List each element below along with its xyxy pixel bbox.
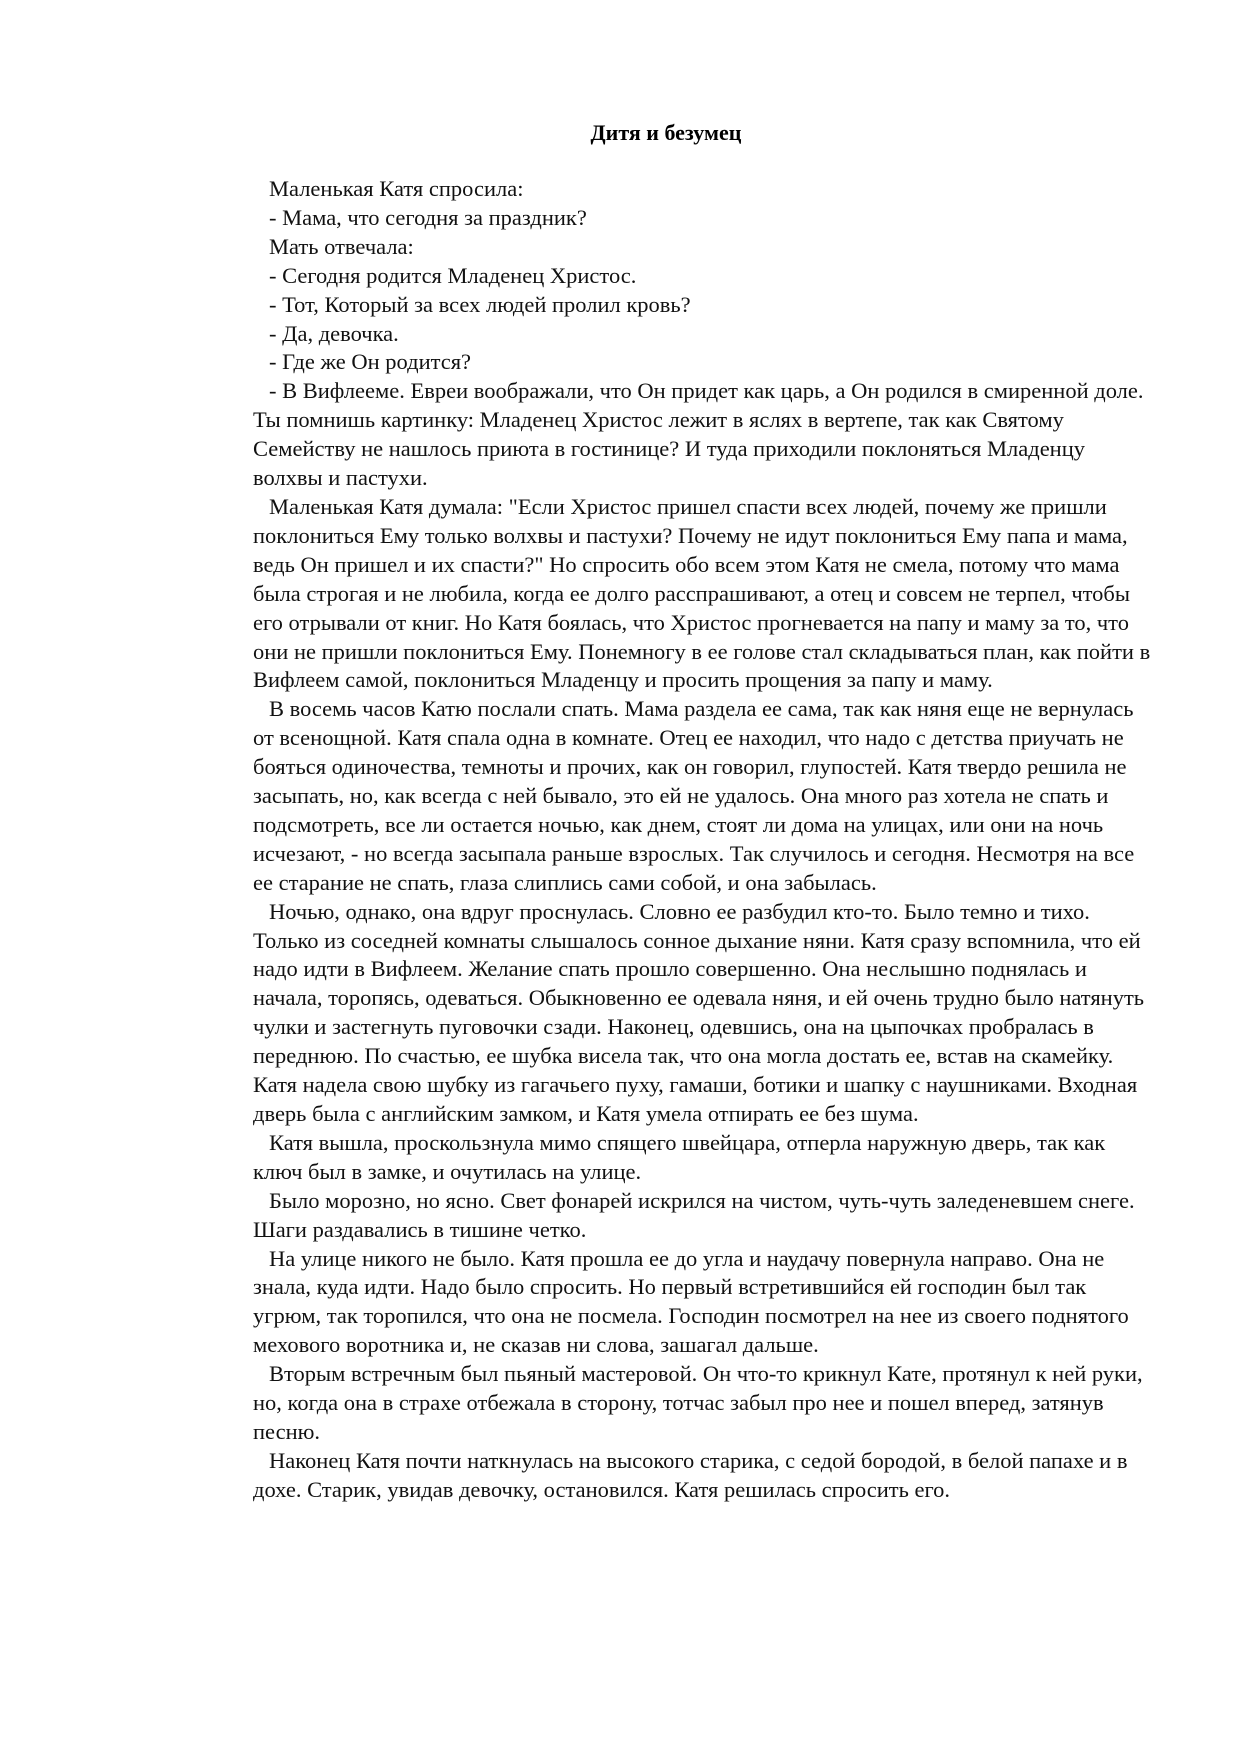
paragraph: Наконец Катя почти наткнулась на высокого старика, с седой бородой, в белой папахе и в дохе. Старик, увидав девочку, остановился. Катя решилась спросить его.: [253, 1447, 1128, 1502]
paragraph: Катя вышла, проскользнула мимо спящего швейцара, отперла наружную дверь, так как ключ был в замке, и очутилась на улице.: [253, 1129, 1106, 1184]
paragraph: Ночью, однако, она вдруг проснулась. Словно ее разбудил кто-то. Было темно и тихо. Только из соседней комнаты слышалось сонное дыхание няни. Катя сразу вспомнила, что ей надо идти в Вифлеем. Желание спать прошло совершенно. Она неслышно поднялась и начала, торопясь, одеваться. Обыкновенно ее одевала няня, и ей очень трудно было натянуть чулки и застегнуть пуговочки сзади. Наконец, одевшись, она на цыпочках пробралась в переднюю. По счастью, ее шубка висела так, что она могла достать ее, встав на скамейку. Катя надела свою шубку из гагачьего пуху, гамаши, ботики и шапку с наушниками. Входная дверь была с английским замком, и Катя умела отпирать ее без шума.: [253, 898, 1145, 1126]
paragraph: Мать отвечала:: [269, 233, 414, 259]
paragraph: Было морозно, но ясно. Свет фонарей искрился на чистом, чуть-чуть заледеневшем снеге. Шаги раздавались в тишине четко.: [253, 1187, 1135, 1242]
paragraph: Вторым встречным был пьяный мастеровой. Он что-то крикнул Кате, протянул к ней руки, но, когда она в страхе отбежала в сторону, тотчас забыл про нее и пошел вперед, затянув песню.: [253, 1361, 1143, 1444]
paragraph: На улице никого не было. Катя прошла ее до угла и наудачу повернула направо. Она не знала, куда идти. Надо было спросить. Но первый встретившийся ей господин был так угрюм, так торопился, что она не посмела. Господин посмотрел на нее из своего поднятого мехового воротника и, не сказав ни слова, зашагал дальше.: [253, 1245, 1129, 1358]
paragraph: Маленькая Катя спросила:: [269, 176, 524, 201]
paragraph: В восемь часов Катю послали спать. Мама раздела ее сама, так как няня еще не вернулась от всенощной. Катя спала одна в комнате. Отец ее находил, что надо с детства приучать не бояться одиночества, темноты и прочих, как он говорил, глупостей. Катя твердо решила не засыпать, но, как всегда с ней бывало, это ей не удалось. Она много раз хотела не спать и подсмотреть, все ли остается ночью, как днем, стоят ли дома на улицах, или они на ночь исчезают, - но всегда засыпала раньше взрослых. Так случилось и сегодня. Несмотря на все ее старание не спать, глаза слиплись сами собой, и она забылась.: [253, 696, 1135, 895]
document-body: [253, 175, 1153, 1505]
paragraph: - Мама, что сегодня за праздник?: [269, 204, 587, 230]
paragraph: - Где же Он родится?: [269, 349, 472, 375]
document-title: Дитя и безумец: [590, 120, 742, 145]
paragraph: - В Вифлееме. Евреи воображали, что Он придет как царь, а Он родился в смиренной доле. Ты помнишь картинку: Младенец Христос лежит в яслях в вертепе, так как Святому Семейству не нашлось приюта в гостинице? И туда приходили поклоняться Младенцу волхвы и пастухи.: [253, 378, 1144, 491]
paragraph: - Тот, Который за всех людей пролил кровь?: [269, 291, 691, 317]
paragraph: - Да, девочка.: [269, 320, 399, 346]
paragraph: Маленькая Катя думала: "Если Христос пришел спасти всех людей, почему же пришли поклониться Ему только волхвы и пастухи? Почему не идут поклониться Ему папа и мама, ведь Он пришел и их спасти?" Но спросить обо всем этом Катя не смела, потому что мама была строгая и не любила, когда ее долго расспрашивают, а отец и совсем не терпел, чтобы его отрывали от книг. Но Катя боялась, что Христос прогневается на папу и маму за то, что они не пришли поклониться Ему. Понемногу в ее голове стал складываться план, как пойти в Вифлеем самой, поклониться Младенцу и просить прощения за папу и маму.: [253, 493, 1151, 693]
paragraph: - Сегодня родится Младенец Христос.: [269, 262, 637, 288]
